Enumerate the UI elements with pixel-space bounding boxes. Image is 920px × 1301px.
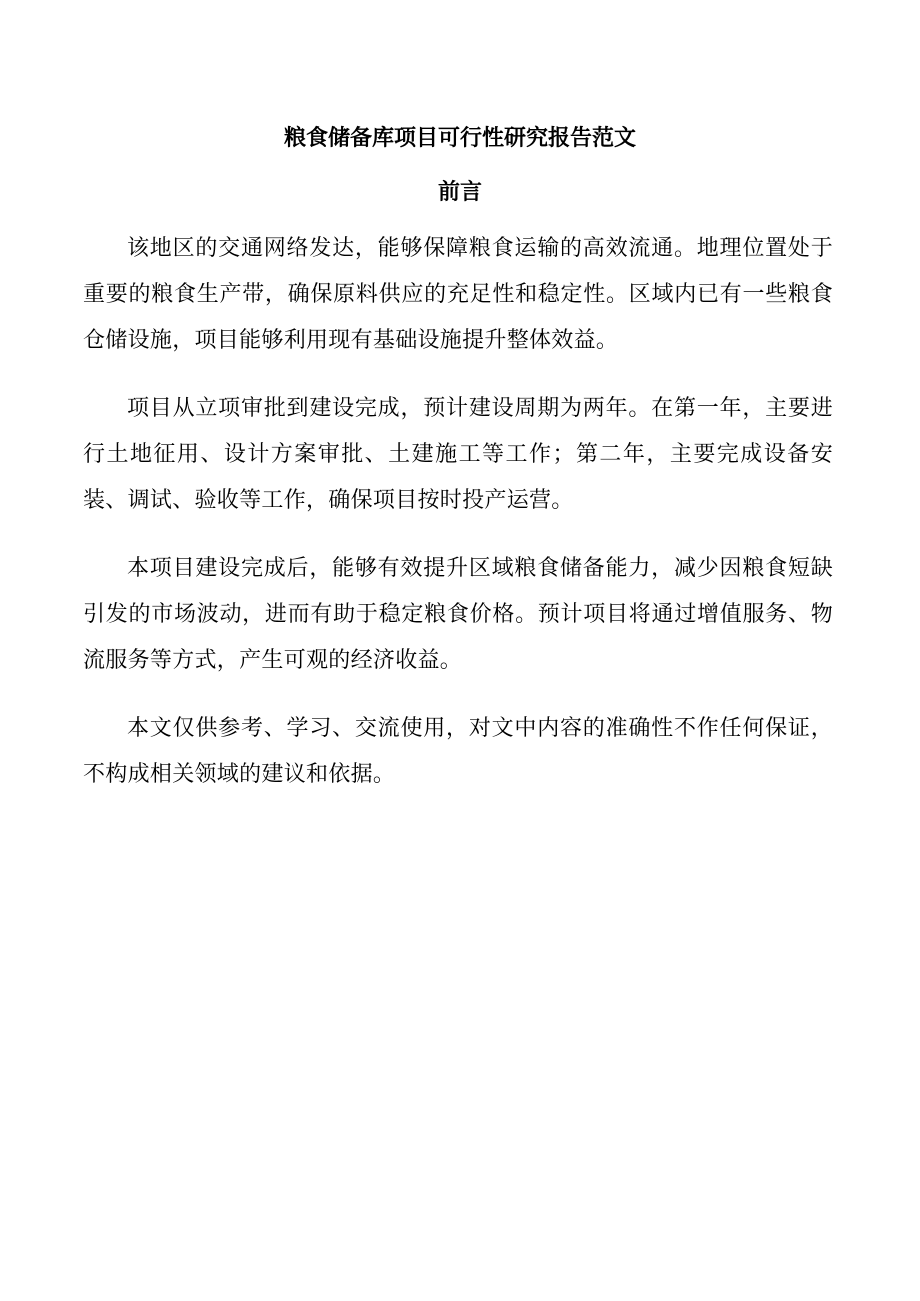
paragraph-4: 本文仅供参考、学习、交流使用，对文中内容的准确性不作任何保证，不构成相关领域的建议和依据。 xyxy=(83,716,833,787)
document-title: 粮食储备库项目可行性研究报告范文 xyxy=(283,125,636,151)
paragraph-1: 该地区的交通网络发达，能够保障粮食运输的高效流通。地理位置处于重要的粮食生产带，确保原料供应的充足性和稳定性。区域内已有一些粮食仓储设施，项目能够利用现有基础设施提升整体效益。 xyxy=(83,236,833,353)
section-heading: 前言 xyxy=(437,179,482,205)
paragraph-2: 项目从立项审批到建设完成，预计建设周期为两年。在第一年，主要进行土地征用、设计方案审批、土建施工等工作；第二年，主要完成设备安装、调试、验收等工作，确保项目按时投产运营。 xyxy=(83,396,833,513)
paragraph-3: 本项目建设完成后，能够有效提升区域粮食储备能力，减少因粮食短缺引发的市场波动，进而有助于稳定粮食价格。预计项目将通过增值服务、物流服务等方式，产生可观的经济收益。 xyxy=(83,556,833,673)
document-body xyxy=(83,226,833,820)
